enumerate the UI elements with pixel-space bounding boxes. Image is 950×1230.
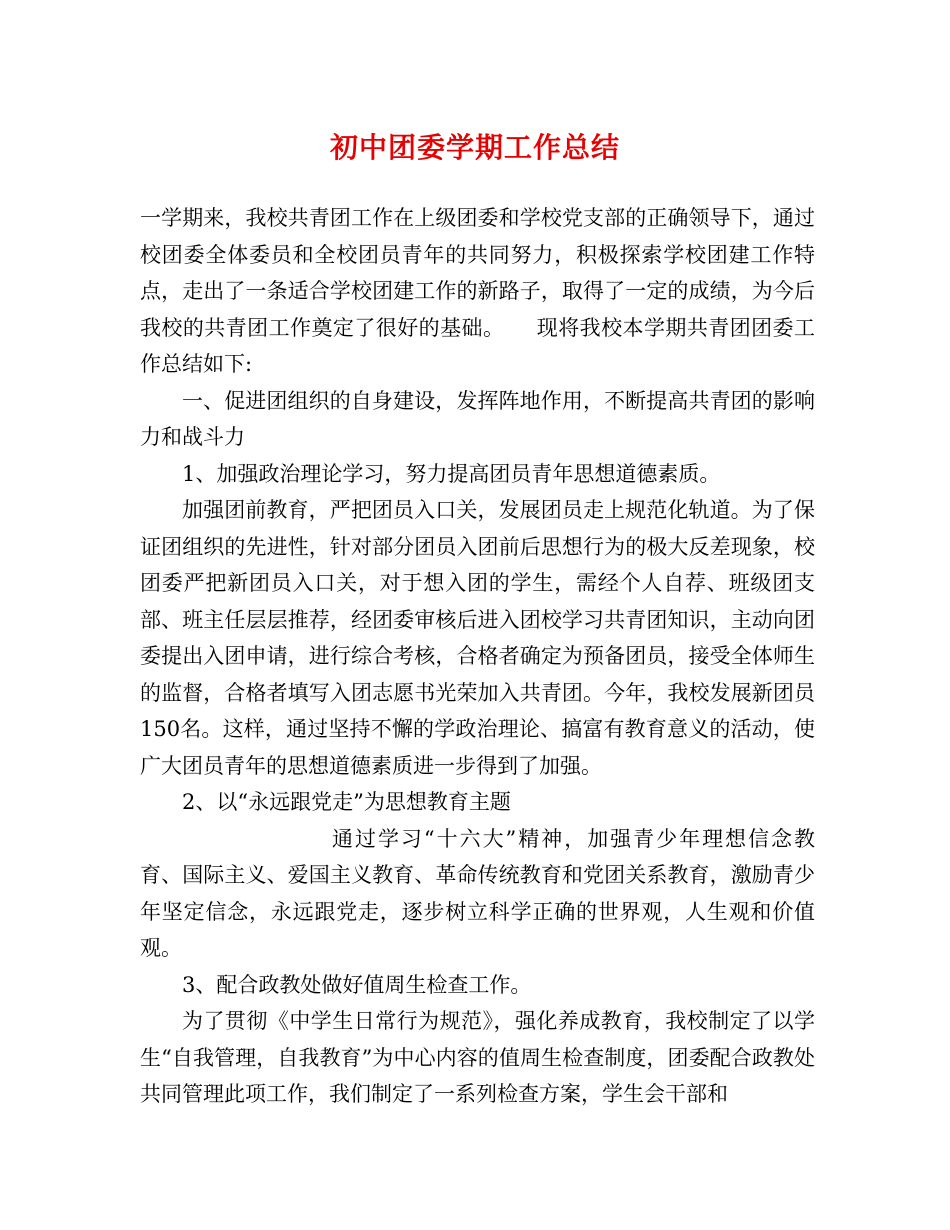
paragraph-1: 加强团前教育，严把团员入口关，发展团员走上规范化轨道。为了保证团组织的先进性，针对部分团员入团前后思想行为的极大反差现象，校团委严把新团员入口关，对于想入团的学生，需经个人自荐、班级团支部、班主任层层推荐，经团委审核后进入团校学习共青团知识，主动向团委提出入团申请，进行综合考核，合格者确定为预备团员，接受全体师生的监督，合格者填写入团志愿书光荣加入共青团。今年，我校发展新团员150名。这样，通过坚持不懈的学政治理论、搞富有教育意义的活动，使广大团员青年的思想道德素质进一步得到了加强。 [140, 498, 815, 778]
document-body [140, 200, 815, 1113]
section-heading-1: 一、促进团组织的自身建设，发挥阵地作用，不断提高共青团的影响力和战斗力 [140, 388, 815, 449]
document-title: 初中团委学期工作总结 [329, 131, 620, 164]
paragraph-3: 为了贯彻《中学生日常行为规范》，强化养成教育，我校制定了以学生“自我管理，自我教育”为中心内容的值周生检查制度，团委配合政教处共同管理此项工作，我们制定了一系列检查方案，学生会干部和 [140, 1009, 815, 1106]
subheading-3: 3、配合政教处做好值周生检查工作。 [182, 972, 532, 997]
paragraph-intro: 一学期来，我校共青团工作在上级团委和学校党支部的正确领导下，通过校团委全体委员和全校团员青年的共同努力，积极探索学校团建工作特点，走出了一条适合学校团建工作的新路子，取得了一定的成绩，为今后我校的共青团工作奠定了很好的基础。 现将我校本学期共青团团委工作总结如下: [140, 206, 815, 376]
paragraph-2: 通过学习“十六大”精神，加强青少年理想信念教育、国际主义、爱国主义教育、革命传统教育和党团关系教育，激励青少年坚定信念，永远跟党走，逐步树立科学正确的世界观，人生观和价值观。 [140, 826, 815, 960]
subheading-1: 1、加强政治理论学习，努力提高团员青年思想道德素质。 [182, 461, 721, 486]
subheading-2: 2、以“永远跟党走”为思想教育主题 [182, 790, 511, 814]
